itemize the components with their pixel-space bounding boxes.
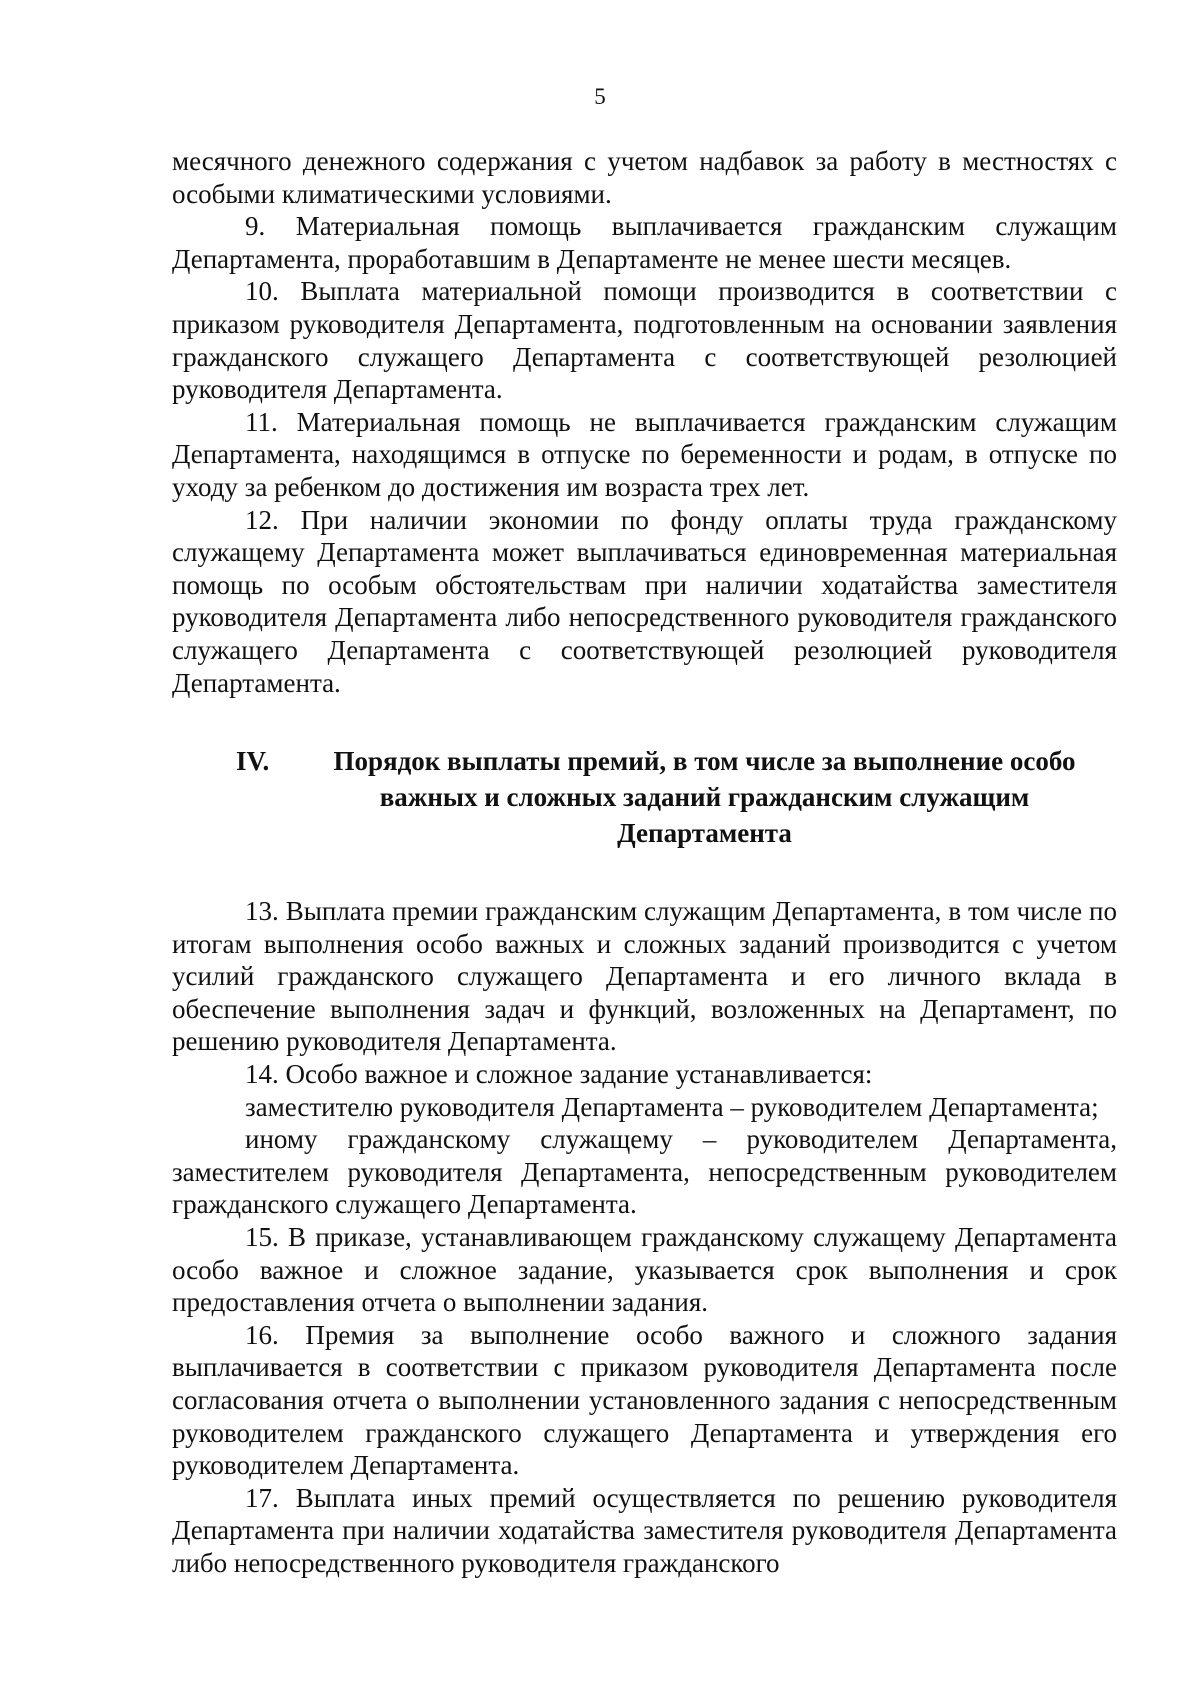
paragraphs-top [172, 145, 1117, 699]
section-title: Порядок выплаты премий, в том числе за выполнение особо важных и сложных заданий гражданским служащим Департамента [333, 746, 1076, 849]
paragraph-item-9: 9. Материальная помощь выплачивается гражданским служащим Департамента, проработавшим в Департаменте не менее шести месяцев. [172, 211, 1117, 274]
section-heading [172, 743, 1117, 851]
paragraph: месячного денежного содержания с учетом надбавок за работу в местностях с особыми климатическими условиями. [172, 146, 1117, 209]
paragraph-item-15: 15. В приказе, устанавливающем гражданскому служащему Департамента особо важное и сложное задание, указывается срок выполнения и срок предоставления отчета о выполнении задания. [172, 1222, 1117, 1318]
section-number: IV. [236, 746, 270, 777]
paragraphs-bottom [172, 895, 1117, 1579]
paragraph-item-13: 13. Выплата премии гражданским служащим Департамента, в том числе по итогам выполнения особо важных и сложных заданий производится с учетом усилий гражданского служащего Департамента и его личного вклада в обеспечение выполнения задач и функций, возложенных на Департамент, по решению руководителя Департамента. [172, 896, 1117, 1057]
paragraph-item-12: 12. При наличии экономии по фонду оплаты труда гражданскому служащему Департамента может выплачиваться единовременная материальная помощь по особым обстоятельствам при наличии ходатайства заместителя руководителя Департамента либо непосредственного руководителя гражданского служащего Департамента с соответствующей резолюцией руководителя Департамента. [172, 504, 1117, 698]
paragraph-subitem-deputy: заместителю руководителя Департамента – руководителем Департамента; [245, 1091, 1099, 1122]
paragraph-item-11: 11. Материальная помощь не выплачивается гражданским служащим Департамента, находящимся в отпуске по беременности и родам, в отпуске по уходу за ребенком до достижения им возраста трех лет. [172, 406, 1117, 502]
paragraph-item-14: 14. Особо важное и сложное задание устанавливается: [245, 1059, 873, 1090]
page-number: 5 [594, 84, 606, 109]
paragraph-item-17: 17. Выплата иных премий осуществляется по решению руководителя Департамента при наличии ходатайства заместителя руководителя Департамента либо непосредственного руководителя гражданского [172, 1482, 1117, 1578]
paragraph-subitem-other: иному гражданскому служащему – руководителем Департамента, заместителем руководителя Департамента, непосредственным руководителем гражданского служащего Департамента. [172, 1124, 1117, 1220]
paragraph-item-16: 16. Премия за выполнение особо важного и сложного задания выплачивается в соответствии с приказом руководителя Департамента после согласования отчета о выполнении установленного задания с непосредственным руководителем гражданского служащего Департамента и утверждения его руководителем Департамента. [172, 1319, 1117, 1481]
paragraph-item-10: 10. Выплата материальной помощи производится в соответствии с приказом руководителя Департамента, подготовленным на основании заявления гражданского служащего Департамента с соответствующей резолюцией руководителя Департамента. [172, 276, 1117, 405]
document-body [172, 145, 1117, 1580]
